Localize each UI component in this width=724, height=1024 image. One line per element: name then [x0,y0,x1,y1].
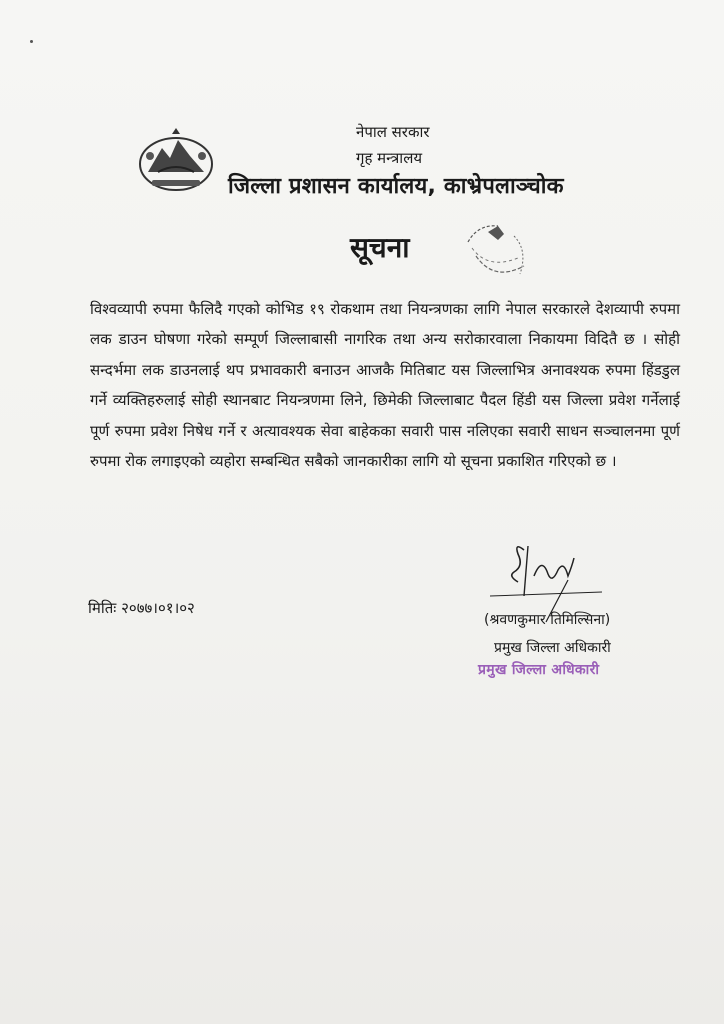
ministry-name: गृह मन्त्रालय [356,149,423,167]
notice-title: सूचना [350,231,410,264]
government-name: नेपाल सरकार [356,123,430,141]
signatory-title: प्रमुख जिल्ला अधिकारी [494,640,611,656]
notice-body: विश्वव्यापी रुपमा फैलिदै गएको कोभिड १९ रोकथाम तथा नियन्त्रणका लागि नेपाल सरकारले देशव्यापी रुपमा लक डाउन घोषणा गरेको सम्पूर्ण जिल्लाबासी नागरिक तथा अन्य सरोकारवाला निकायमा विदितै छ । सोही सन्दर्भमा लक डाउनलाई थप प्रभावकारी बनाउन आजकै मितिबाट यस जिल्लाभित्र अनावश्यक रुपमा हिंडडुल गर्ने व्यक्तिहरुलाई सोही स्थानबाट नियन्त्रणमा लिने, छिमेकी जिल्लाबाट पैदल हिंडी यस जिल्ला प्रवेश गर्नेलाई पूर्ण रुपमा प्रवेश निषेध गर्ने र अत्यावश्यक सेवा बाहेकका सवारी पास नलिएका सवारी साधन सञ्चालनमा पूर्ण रुपमा रोक लगाइएको व्यहोरा सम्बन्धित सबैको जानकारीका लागि यो सूचना प्रकाशित गरिएको छ । [90,300,680,471]
office-seal-icon [458,222,534,290]
signatory-stamp: प्रमुख जिल्ला अधिकारी [478,662,600,678]
scan-speck [30,40,33,43]
nepal-emblem-icon [134,126,218,196]
office-name: जिल्ला प्रशासन कार्यालय, काभ्रेपलाञ्चोक [228,174,564,199]
notice-date: मितिः २०७७।०१।०२ [88,599,195,617]
signatory-name: (श्रवणकुमार तिमिल्सिना) [484,612,611,628]
